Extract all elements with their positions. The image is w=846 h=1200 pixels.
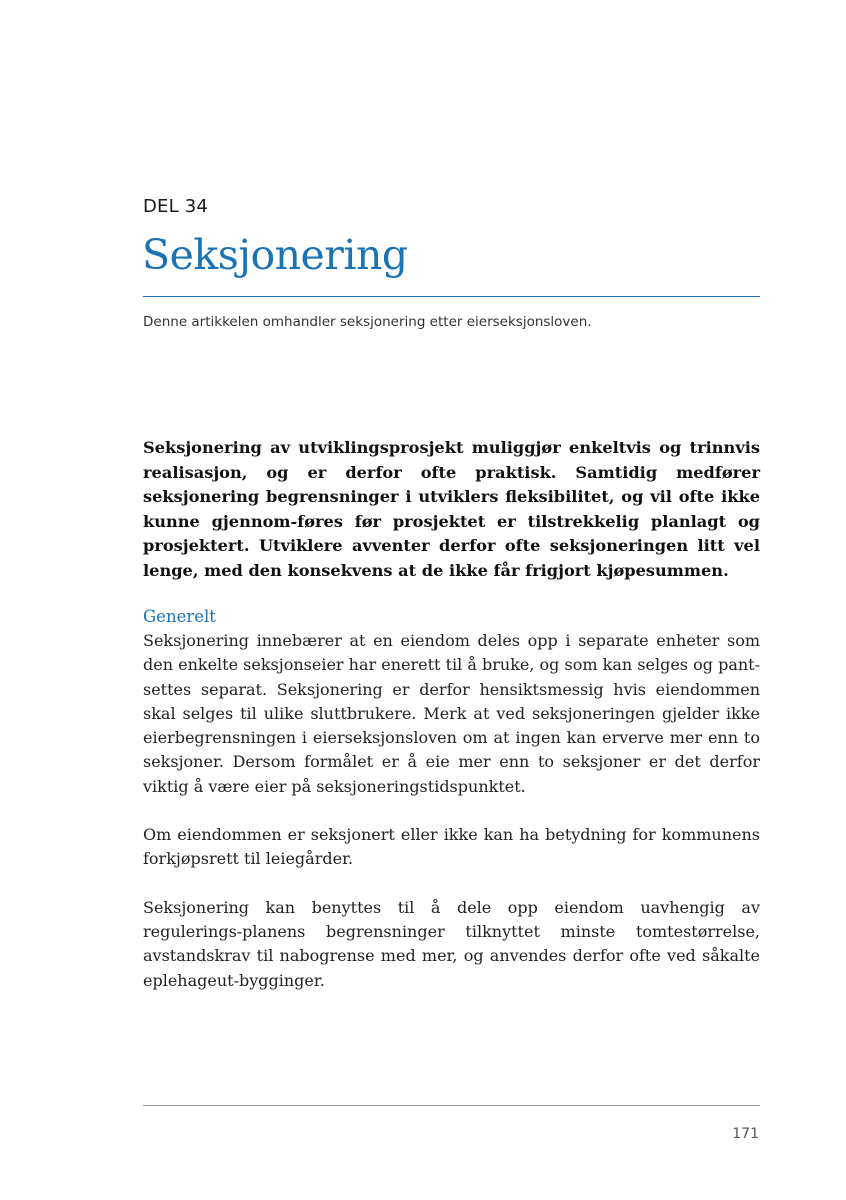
- body-paragraph: Seksjonering kan benyttes til å dele opp eiendom uavhengig av regulerings-planens begrensninger tilknyttet minste tomtestørrelse, avstandskrav til nabogrense med mer, og anvendes derfor ofte ved såkalte eplehageut-bygginger.: [143, 897, 760, 990]
- title-divider: [143, 296, 760, 297]
- body-paragraph: Om eiendommen er seksjonert eller ikke kan ha betydning for kommunens forkjøpsrett til leiegårder.: [143, 825, 760, 869]
- part-label: DEL 34: [143, 196, 209, 217]
- section-heading: Generelt: [143, 607, 216, 626]
- section-generelt: [143, 605, 760, 1017]
- footer-divider: [143, 1105, 760, 1106]
- page-title: Seksjonering: [142, 231, 408, 279]
- body-paragraph: Seksjonering innebærer at en eiendom deles opp i separate enheter som den enkelte seksjonseier har enerett til å bruke, og som kan selges og pant-settes separat. Seksjonering er derfor hensiktsmessig hvis eiendommen skal selges til ulike sluttbrukere. Merk at ved seksjoneringen gjelder ikke eierbegrensningen i eierseksjonsloven om at ingen kan erverve mer enn to seksjoner. Dersom formålet er å eie mer enn to seksjoner er det derfor viktig å være eier på seksjoneringstidspunktet.: [143, 631, 760, 796]
- page-number: 171: [732, 1126, 759, 1142]
- article-subtitle: Denne artikkelen omhandler seksjonering etter eierseksjonsloven.: [143, 314, 592, 330]
- lead-paragraph: Seksjonering av utviklingsprosjekt muliggjør enkeltvis og trinnvis realisasjon, og er derfor ofte praktisk. Samtidig medfører seksjonering begrensninger i utviklers fleksibilitet, og vil ofte ikke kunne gjennom-føres før prosjektet er tilstrekkelig planlagt og prosjektert. Utviklere avventer derfor ofte seksjoneringen litt vel lenge, med den konsekvens at de ikke får frigjort kjøpesummen.: [143, 438, 760, 580]
